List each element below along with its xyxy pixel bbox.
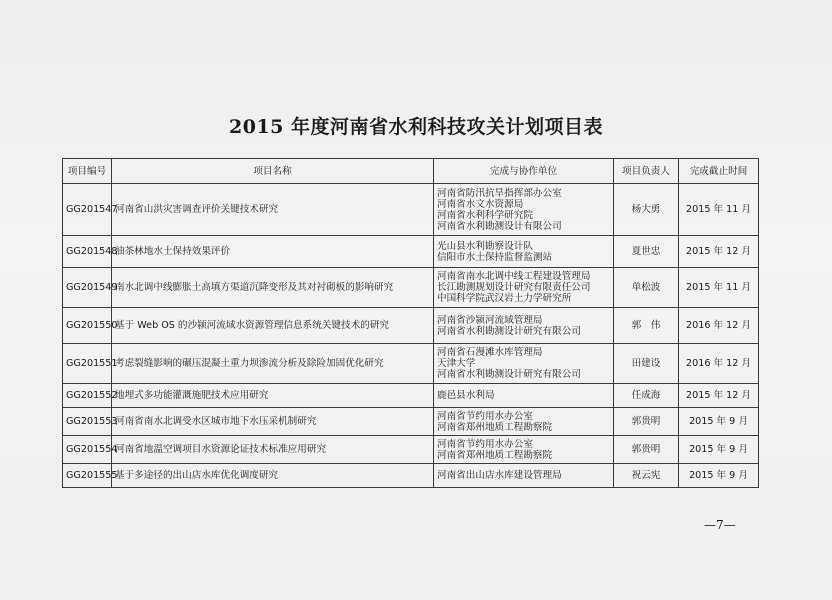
unit-line: 光山县水利勘察设计队 — [437, 240, 533, 252]
leader-cell: 郭贵明 — [614, 408, 679, 436]
project-id-cell: GG201553 — [63, 408, 112, 436]
table-row — [63, 464, 759, 488]
leader-cell: 夏世忠 — [614, 236, 679, 268]
project-name-cell: 河南省南水北调受水区城市地下水压采机制研究 — [112, 408, 434, 436]
table-row — [63, 308, 759, 344]
unit-line: 河南省郑州地质工程勘察院 — [437, 449, 553, 461]
units-cell — [434, 236, 614, 268]
project-name-cell: 考虑裂缝影响的碾压混凝土重力坝渗流分析及除险加固优化研究 — [112, 344, 434, 384]
project-id-cell: GG201547 — [63, 184, 112, 236]
table-row — [63, 384, 759, 408]
deadline-cell: 2015 年 9 月 — [679, 464, 759, 488]
table-row — [63, 436, 759, 464]
project-name-cell: 河南省山洪灾害调查评价关键技术研究 — [112, 184, 434, 236]
leader-cell: 任成海 — [614, 384, 679, 408]
table-header-row — [63, 159, 759, 184]
unit-line: 河南省水利勘测设计研究有限公司 — [437, 369, 581, 380]
leader-cell: 单松波 — [614, 268, 679, 308]
project-id-cell: GG201552 — [63, 384, 112, 408]
units-cell — [434, 384, 614, 408]
project-id-cell: GG201551 — [63, 344, 112, 384]
units-cell — [434, 344, 614, 384]
project-name-cell: 油茶林地水土保持效果评价 — [112, 236, 434, 268]
deadline-cell: 2016 年 12 月 — [679, 308, 759, 344]
project-name-cell: 基于 Web OS 的沙颍河流域水资源管理信息系统关键技术的研究 — [112, 308, 434, 344]
unit-line: 河南省石漫滩水库管理局 — [437, 347, 543, 358]
deadline-cell: 2015 年 11 月 — [679, 184, 759, 236]
deadline-cell: 2015 年 12 月 — [679, 384, 759, 408]
leader-cell: 祝云宪 — [614, 464, 679, 488]
unit-line: 鹿邑县水利局 — [437, 390, 495, 401]
leader-cell: 田建设 — [614, 344, 679, 384]
unit-line: 中国科学院武汉岩土力学研究所 — [437, 293, 572, 304]
project-id-cell: GG201554 — [63, 436, 112, 464]
table-row — [63, 184, 759, 236]
table-row — [63, 408, 759, 436]
leader-cell: 郭贵明 — [614, 436, 679, 464]
deadline-cell: 2015 年 12 月 — [679, 236, 759, 268]
unit-line: 河南省节约用水办公室 — [437, 438, 533, 450]
page-number: —7— — [704, 518, 736, 532]
project-name-cell: 地埋式多功能灌溉施肥技术应用研究 — [112, 384, 434, 408]
project-name-cell: 南水北调中线膨胀土高填方渠道沉降变形及其对衬砌板的影响研究 — [112, 268, 434, 308]
units-cell — [434, 268, 614, 308]
table-row — [63, 344, 759, 384]
unit-line: 河南省南水北调中线工程建设管理局 — [437, 271, 591, 282]
header-project-name: 项目名称 — [112, 159, 434, 184]
header-project-id: 项目编号 — [63, 159, 112, 184]
deadline-cell: 2016 年 12 月 — [679, 344, 759, 384]
unit-line: 河南省节约用水办公室 — [437, 410, 533, 422]
deadline-cell: 2015 年 9 月 — [679, 408, 759, 436]
deadline-cell: 2015 年 11 月 — [679, 268, 759, 308]
page-title: 2015 年度河南省水利科技攻关计划项目表 — [229, 116, 603, 138]
table-row — [63, 236, 759, 268]
units-cell — [434, 308, 614, 344]
unit-line: 河南省防汛抗旱指挥部办公室 — [437, 187, 562, 199]
project-id-cell: GG201549 — [63, 268, 112, 308]
units-cell — [434, 408, 614, 436]
unit-line: 长江勘测规划设计研究有限责任公司 — [437, 282, 591, 293]
unit-line: 河南省沙颍河流域管理局 — [437, 314, 543, 326]
units-cell — [434, 436, 614, 464]
header-units: 完成与协作单位 — [434, 159, 614, 184]
unit-line: 河南省水利科学研究院 — [437, 209, 533, 221]
unit-line: 天津大学 — [437, 358, 476, 369]
header-leader: 项目负责人 — [614, 159, 679, 184]
unit-line: 河南省水利勘测设计研究有限公司 — [437, 325, 581, 337]
leader-cell: 杨大勇 — [614, 184, 679, 236]
project-id-cell: GG201548 — [63, 236, 112, 268]
header-deadline: 完成截止时间 — [679, 159, 759, 184]
leader-cell: 郭 伟 — [614, 308, 679, 344]
project-name-cell: 河南省地温空调项目水资源论证技术标准应用研究 — [112, 436, 434, 464]
units-cell — [434, 184, 614, 236]
unit-line: 河南省出山店水库建设管理局 — [437, 470, 562, 481]
units-cell — [434, 464, 614, 488]
project-name-cell: 基于多途径的出山店水库优化调度研究 — [112, 464, 434, 488]
project-id-cell: GG201555 — [63, 464, 112, 488]
unit-line: 信阳市水土保持监督监测站 — [437, 251, 553, 263]
unit-line: 河南省郑州地质工程勘察院 — [437, 421, 553, 433]
table-body — [63, 184, 759, 488]
unit-line: 河南省水文水资源局 — [437, 198, 524, 210]
unit-line: 河南省水利勘测设计有限公司 — [437, 220, 562, 232]
table-row — [63, 268, 759, 308]
project-id-cell: GG201550 — [63, 308, 112, 344]
projects-table — [62, 158, 759, 488]
deadline-cell: 2015 年 9 月 — [679, 436, 759, 464]
